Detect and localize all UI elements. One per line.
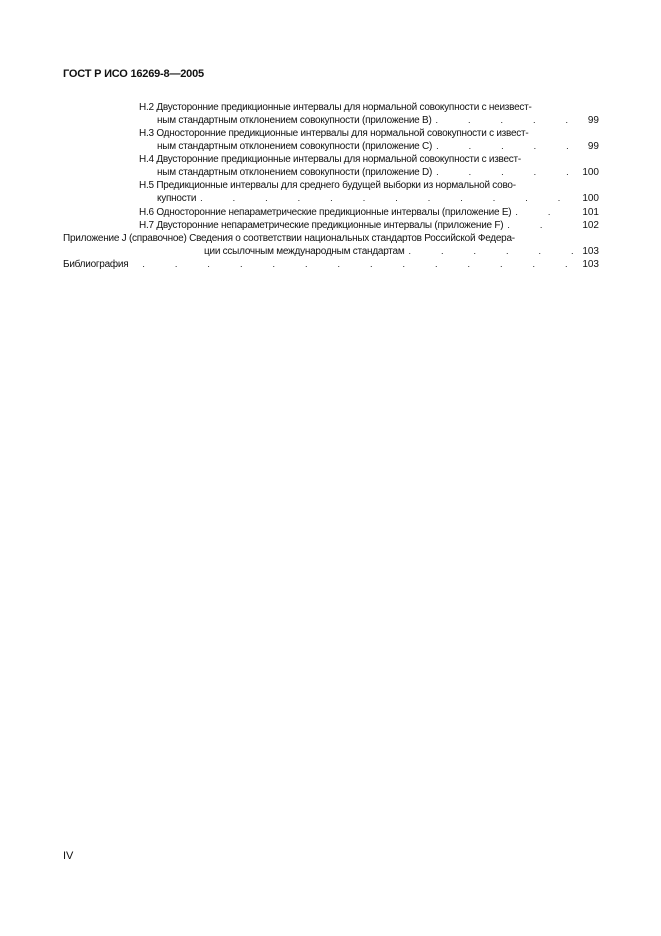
leader-dots <box>436 114 573 127</box>
toc-h3-line1: Н.3 Односторонние предикционные интервалы для нормальной совокупности с извест- <box>139 128 529 139</box>
leader-dots <box>507 219 573 232</box>
toc-h6-page: 101 <box>582 207 599 218</box>
toc-appendix-j-line2-row <box>204 245 577 258</box>
toc-h2-line1: Н.2 Двусторонние предикционные интервалы для нормальной совокупности с неизвест- <box>139 102 532 113</box>
toc-h5-page: 100 <box>582 193 599 204</box>
toc-h2-line2: ным стандартным отклонением совокупности (приложение В) <box>157 115 432 126</box>
leader-dots <box>436 140 573 153</box>
toc-h4-page: 100 <box>582 167 599 178</box>
leader-dots <box>200 192 573 205</box>
toc-h5-line1: Н.5 Предикционные интервалы для среднего будущей выборки из нормальной сово- <box>139 180 516 191</box>
toc-h5-line2-row <box>157 192 577 205</box>
toc-appendix-j-label: Приложение J (справочное) <box>63 233 187 244</box>
toc-h2-line2-row <box>157 114 577 127</box>
toc-h3-page: 99 <box>587 141 599 152</box>
toc-h4-line2: ным стандартным отклонением совокупности (приложение D) <box>157 167 433 178</box>
toc-h3-line2-row <box>157 140 577 153</box>
leader-dots <box>142 258 573 271</box>
leader-dots <box>408 245 573 258</box>
toc-h4-line2-row <box>157 166 577 179</box>
toc-h3-line2: ным стандартным отклонением совокупности (приложение С) <box>157 141 433 152</box>
toc-appendix-j-line2: ции ссылочным международным стандартам <box>204 246 405 257</box>
toc-appendix-j-line1 <box>63 232 515 245</box>
toc-bibliography-page: 103 <box>582 259 599 270</box>
toc-h7-text: Н.7 Двусторонние непараметрические предикционные интервалы (приложение F) <box>139 220 504 231</box>
page-number-roman: IV <box>63 850 74 862</box>
toc-h7-page: 102 <box>582 220 599 231</box>
document-id-header: ГОСТ Р ИСО 16269-8—2005 <box>63 68 204 80</box>
toc-appendix-j-title: Сведения о соответствии национальных стандартов Российской Федера- <box>189 233 515 244</box>
leader-dots <box>436 166 573 179</box>
toc-h4-line1: Н.4 Двусторонние предикционные интервалы для нормальной совокупности с извест- <box>139 154 521 165</box>
toc-h6-row <box>139 206 577 219</box>
toc-h5-line2: купности <box>157 193 197 204</box>
toc-h2-page: 99 <box>587 115 599 126</box>
toc-appendix-j-page: 103 <box>582 246 599 257</box>
leader-dots <box>515 206 573 219</box>
toc-bibliography-row <box>63 258 577 271</box>
toc-h7-row <box>139 219 577 232</box>
toc-bibliography-text: Библиография <box>63 259 129 270</box>
toc-h6-text: Н.6 Односторонние непараметрические предикционные интервалы (приложение Е) <box>139 207 512 218</box>
